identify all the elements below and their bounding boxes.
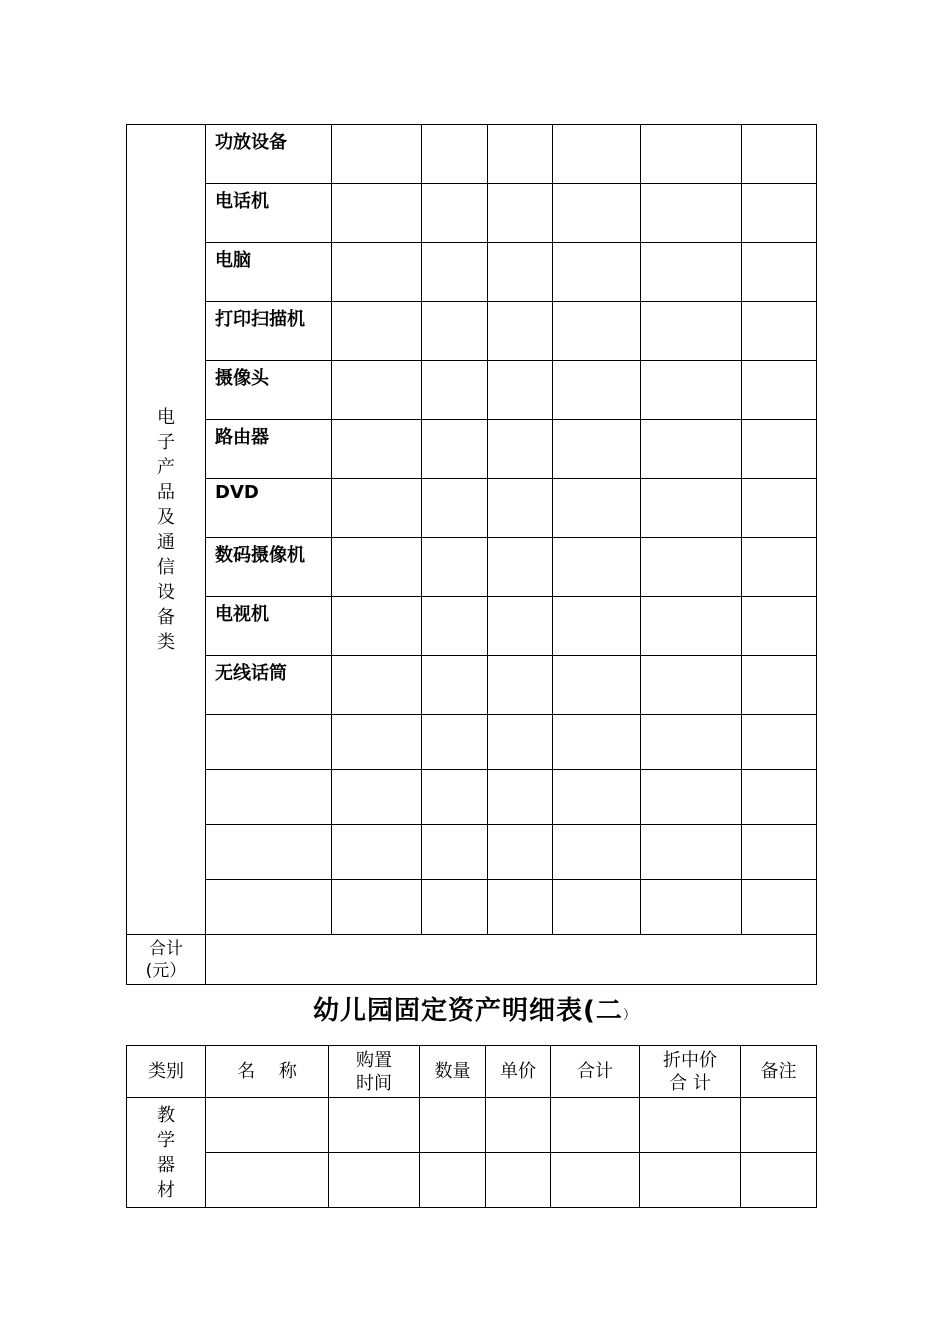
header-depreciated-line2: 合 计 bbox=[669, 1072, 711, 1094]
table-row bbox=[127, 880, 817, 935]
table-cell[interactable] bbox=[486, 1098, 551, 1153]
category-cell bbox=[127, 1098, 206, 1208]
table-cell[interactable] bbox=[742, 880, 817, 935]
table-cell[interactable] bbox=[641, 715, 742, 770]
table-cell[interactable] bbox=[488, 715, 553, 770]
table-cell[interactable] bbox=[641, 538, 742, 597]
item-name-cell[interactable] bbox=[206, 825, 332, 880]
header-remarks: 备注 bbox=[741, 1046, 817, 1098]
table-cell[interactable] bbox=[553, 361, 641, 420]
total-row bbox=[127, 935, 817, 985]
table-cell[interactable] bbox=[641, 243, 742, 302]
table-cell[interactable] bbox=[641, 656, 742, 715]
header-total: 合计 bbox=[551, 1046, 640, 1098]
item-name-cell: 打印扫描机 bbox=[206, 302, 332, 361]
page-title bbox=[0, 990, 950, 1027]
table-cell[interactable] bbox=[641, 880, 742, 935]
table-cell[interactable] bbox=[742, 184, 817, 243]
table-row bbox=[127, 1153, 817, 1208]
table-cell[interactable] bbox=[329, 1153, 420, 1208]
header-category: 类别 bbox=[127, 1046, 206, 1098]
table-cell[interactable] bbox=[422, 302, 488, 361]
table-cell[interactable] bbox=[742, 825, 817, 880]
item-name-cell[interactable] bbox=[206, 770, 332, 825]
table-row bbox=[127, 770, 817, 825]
table-cell[interactable] bbox=[332, 715, 422, 770]
table-cell[interactable] bbox=[332, 184, 422, 243]
table-cell[interactable] bbox=[422, 420, 488, 479]
table-cell[interactable] bbox=[553, 420, 641, 479]
electronics-asset-table bbox=[126, 124, 817, 985]
table-cell[interactable] bbox=[332, 479, 422, 538]
table-cell[interactable] bbox=[422, 361, 488, 420]
table-cell[interactable] bbox=[640, 1153, 741, 1208]
header-purchase-time-line1: 购置 bbox=[356, 1049, 392, 1071]
table-cell[interactable] bbox=[553, 715, 641, 770]
table-cell[interactable] bbox=[420, 1153, 486, 1208]
table-cell[interactable] bbox=[422, 184, 488, 243]
table-cell[interactable] bbox=[332, 361, 422, 420]
table-row bbox=[127, 825, 817, 880]
table-cell[interactable] bbox=[422, 880, 488, 935]
page-title-text: 幼儿园固定资产明细表(二 bbox=[313, 996, 623, 1026]
table-cell[interactable] bbox=[488, 420, 553, 479]
table-cell[interactable] bbox=[329, 1098, 420, 1153]
item-name-cell: 路由器 bbox=[206, 420, 332, 479]
table-cell[interactable] bbox=[488, 184, 553, 243]
table-cell[interactable] bbox=[422, 770, 488, 825]
page-title-suffix: ） bbox=[622, 1008, 637, 1023]
table-row bbox=[127, 243, 817, 302]
table-cell[interactable] bbox=[641, 420, 742, 479]
table-row bbox=[127, 715, 817, 770]
item-name-cell: 功放设备 bbox=[206, 125, 332, 184]
table-cell[interactable] bbox=[742, 125, 817, 184]
item-name-cell[interactable] bbox=[206, 880, 332, 935]
category-cell bbox=[127, 125, 206, 935]
table-cell[interactable] bbox=[420, 1098, 486, 1153]
table-cell[interactable] bbox=[741, 1098, 817, 1153]
item-name-cell: 数码摄像机 bbox=[206, 538, 332, 597]
table-cell[interactable] bbox=[742, 597, 817, 656]
table-cell[interactable] bbox=[488, 770, 553, 825]
total-unit-label: (元） bbox=[145, 960, 187, 981]
table-cell[interactable] bbox=[742, 302, 817, 361]
table-cell[interactable] bbox=[332, 243, 422, 302]
table-cell[interactable] bbox=[641, 302, 742, 361]
table-cell[interactable] bbox=[742, 243, 817, 302]
table-cell[interactable] bbox=[488, 125, 553, 184]
table-cell[interactable] bbox=[742, 770, 817, 825]
table-cell[interactable] bbox=[553, 184, 641, 243]
table-cell[interactable] bbox=[641, 770, 742, 825]
table-cell[interactable] bbox=[488, 597, 553, 656]
table-cell[interactable] bbox=[206, 1098, 329, 1153]
table-row bbox=[127, 479, 817, 538]
table-cell[interactable] bbox=[553, 825, 641, 880]
table-cell[interactable] bbox=[332, 656, 422, 715]
table-cell[interactable] bbox=[422, 825, 488, 880]
table-row bbox=[127, 420, 817, 479]
table-cell[interactable] bbox=[553, 656, 641, 715]
table-cell[interactable] bbox=[332, 538, 422, 597]
table-cell[interactable] bbox=[486, 1153, 551, 1208]
table-cell[interactable] bbox=[641, 479, 742, 538]
category-label: 电子产品及通信设备类 bbox=[157, 406, 175, 653]
item-name-cell: 电脑 bbox=[206, 243, 332, 302]
table-cell[interactable] bbox=[422, 243, 488, 302]
table-cell[interactable] bbox=[553, 302, 641, 361]
header-unit-price: 单价 bbox=[486, 1046, 551, 1098]
table-cell[interactable] bbox=[332, 597, 422, 656]
header-purchase-time bbox=[329, 1046, 420, 1098]
table-cell[interactable] bbox=[332, 880, 422, 935]
table-row bbox=[127, 125, 817, 184]
table-cell[interactable] bbox=[742, 420, 817, 479]
table-cell[interactable] bbox=[551, 1153, 640, 1208]
table-row bbox=[127, 1098, 817, 1153]
table-cell[interactable] bbox=[206, 1153, 329, 1208]
table-cell[interactable] bbox=[332, 825, 422, 880]
table-cell[interactable] bbox=[332, 302, 422, 361]
table-cell[interactable] bbox=[488, 538, 553, 597]
table-row bbox=[127, 538, 817, 597]
table-cell[interactable] bbox=[742, 361, 817, 420]
item-name-cell: 电话机 bbox=[206, 184, 332, 243]
table-cell[interactable] bbox=[488, 302, 553, 361]
item-name-cell[interactable] bbox=[206, 715, 332, 770]
table-row bbox=[127, 361, 817, 420]
item-name-cell: DVD bbox=[206, 479, 332, 538]
table-row bbox=[127, 656, 817, 715]
header-purchase-time-line2: 时间 bbox=[356, 1072, 392, 1094]
table-cell[interactable] bbox=[741, 1153, 817, 1208]
table-cell[interactable] bbox=[641, 597, 742, 656]
teaching-equipment-table bbox=[126, 1045, 817, 1208]
table-cell[interactable] bbox=[553, 770, 641, 825]
table-cell[interactable] bbox=[488, 880, 553, 935]
table-cell[interactable] bbox=[332, 420, 422, 479]
table-cell[interactable] bbox=[641, 184, 742, 243]
table-cell[interactable] bbox=[332, 125, 422, 184]
table-row bbox=[127, 302, 817, 361]
header-quantity: 数量 bbox=[420, 1046, 486, 1098]
table-cell[interactable] bbox=[488, 825, 553, 880]
table-cell[interactable] bbox=[742, 479, 817, 538]
table-cell[interactable] bbox=[553, 597, 641, 656]
table-cell[interactable] bbox=[551, 1098, 640, 1153]
table-cell[interactable] bbox=[553, 538, 641, 597]
total-label-cell bbox=[127, 935, 206, 985]
table-cell[interactable] bbox=[553, 243, 641, 302]
table-cell[interactable] bbox=[742, 538, 817, 597]
table-cell[interactable] bbox=[488, 479, 553, 538]
table-cell[interactable] bbox=[422, 479, 488, 538]
category-label: 教学器材 bbox=[157, 1104, 175, 1201]
table-cell[interactable] bbox=[488, 361, 553, 420]
header-depreciated-total bbox=[640, 1046, 741, 1098]
table-cell[interactable] bbox=[422, 656, 488, 715]
table-cell[interactable] bbox=[422, 125, 488, 184]
table-cell[interactable] bbox=[641, 361, 742, 420]
table-cell[interactable] bbox=[488, 656, 553, 715]
table-cell[interactable] bbox=[553, 479, 641, 538]
table-row bbox=[127, 597, 817, 656]
table-cell[interactable] bbox=[422, 597, 488, 656]
table-cell[interactable] bbox=[488, 243, 553, 302]
table-cell[interactable] bbox=[422, 538, 488, 597]
item-name-cell: 摄像头 bbox=[206, 361, 332, 420]
table-cell[interactable] bbox=[332, 770, 422, 825]
table-cell[interactable] bbox=[422, 715, 488, 770]
item-name-cell: 电视机 bbox=[206, 597, 332, 656]
table-cell[interactable] bbox=[742, 656, 817, 715]
header-row bbox=[127, 1046, 817, 1098]
table-cell[interactable] bbox=[742, 715, 817, 770]
item-name-cell: 无线话筒 bbox=[206, 656, 332, 715]
table-cell[interactable] bbox=[641, 825, 742, 880]
table-row bbox=[127, 184, 817, 243]
total-label: 合计 bbox=[149, 938, 183, 959]
table-cell[interactable] bbox=[553, 125, 641, 184]
total-value-cell[interactable] bbox=[206, 935, 817, 985]
header-name: 名 称 bbox=[206, 1046, 329, 1098]
table-cell[interactable] bbox=[640, 1098, 741, 1153]
table-cell[interactable] bbox=[553, 880, 641, 935]
header-depreciated-line1: 折中价 bbox=[663, 1049, 717, 1071]
table-cell[interactable] bbox=[641, 125, 742, 184]
